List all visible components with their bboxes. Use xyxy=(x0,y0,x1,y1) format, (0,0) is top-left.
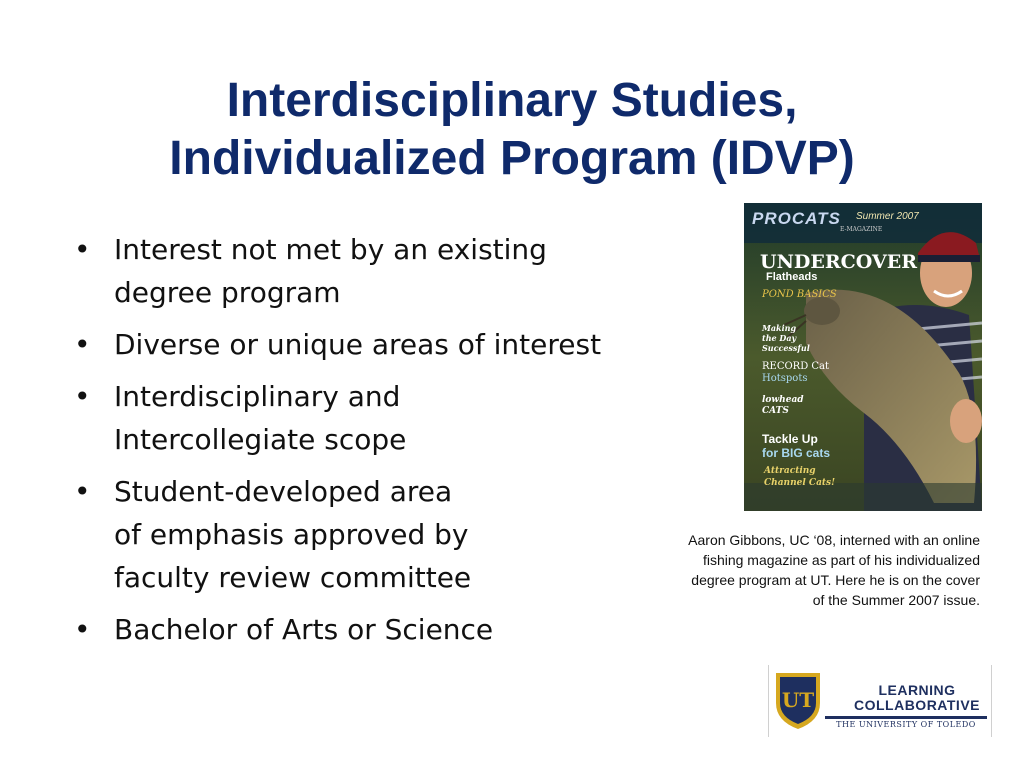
bullet-glyph: • xyxy=(74,233,91,266)
cover-line: Successful xyxy=(762,343,810,353)
bullet-list xyxy=(72,228,692,660)
logo-line-learning: LEARNING xyxy=(878,682,956,698)
logo-university-name: THE UNIVERSITY OF TOLEDO xyxy=(836,720,976,729)
bullet-item xyxy=(72,375,692,461)
bullet-line: faculty review committee xyxy=(114,561,472,594)
magazine-emag-label: E-MAGAZINE xyxy=(840,226,883,233)
photo-caption: Aaron Gibbons, UC ‘08, interned with an online fishing magazine as part of his individualized degree program at UT. Here he is on the cover of the Summer 2007 issue. xyxy=(688,532,980,608)
cover-tackle-up xyxy=(762,432,830,460)
bullet-item xyxy=(72,323,692,366)
cover-record-cat: RECORD Cat xyxy=(762,361,830,372)
bullet-line: Intercollegiate scope xyxy=(114,423,407,456)
cover-lowhead-cats xyxy=(762,395,804,417)
bullet-line: degree program xyxy=(114,276,341,309)
magazine-cover-image xyxy=(744,203,982,511)
ut-shield-icon xyxy=(773,669,823,731)
bullet-line: Bachelor of Arts or Science xyxy=(114,613,494,646)
cover-line: Attracting xyxy=(764,466,816,476)
bullet-line: Interest not met by an existing xyxy=(114,233,547,266)
slide-title-line-2: Individualized Program (IDVP) xyxy=(169,132,855,186)
bullet-item xyxy=(72,228,692,314)
magazine-issue: Summer 2007 xyxy=(856,211,919,222)
cover-headline: UNDERCOVER xyxy=(760,251,918,273)
cover-line: the Day xyxy=(762,333,797,343)
bullet-item xyxy=(72,608,692,651)
cover-line: for BIG cats xyxy=(762,446,831,460)
bullet-glyph: • xyxy=(74,380,91,413)
cover-line: Channel Cats! xyxy=(764,478,836,488)
cover-headline-sub: Flatheads xyxy=(766,271,818,283)
bullet-line: Interdisciplinary and xyxy=(114,380,401,413)
bullet-line: of emphasis approved by xyxy=(114,518,469,551)
slide-title xyxy=(40,72,984,188)
cover-hotspots: Hotspots xyxy=(762,373,808,384)
bullet-line: Diverse or unique areas of interest xyxy=(114,328,602,361)
bullet-line: Student-developed area xyxy=(114,475,453,508)
bullet-item xyxy=(72,470,692,599)
magazine-brand: PROCATS xyxy=(752,209,841,228)
cover-making-the-day xyxy=(762,323,810,353)
slide-title-line-1: Interdisciplinary Studies, xyxy=(226,74,798,128)
bullet-glyph: • xyxy=(74,328,91,361)
logo-line-collaborative: COLLABORATIVE xyxy=(853,697,980,713)
bullet-glyph: • xyxy=(74,613,91,646)
ut-shield-text: UT xyxy=(781,688,815,712)
cover-attracting xyxy=(764,465,835,489)
logo-rule xyxy=(825,716,987,719)
cover-line: Making xyxy=(762,323,797,333)
bullet-glyph: • xyxy=(74,475,91,508)
cover-pond-basics: POND BASICS xyxy=(762,289,837,300)
cover-line: lowhead xyxy=(762,395,804,405)
cover-line: CATS xyxy=(762,406,789,416)
learning-collaborative-logo xyxy=(768,665,992,737)
cover-line: Tackle Up xyxy=(762,432,818,446)
